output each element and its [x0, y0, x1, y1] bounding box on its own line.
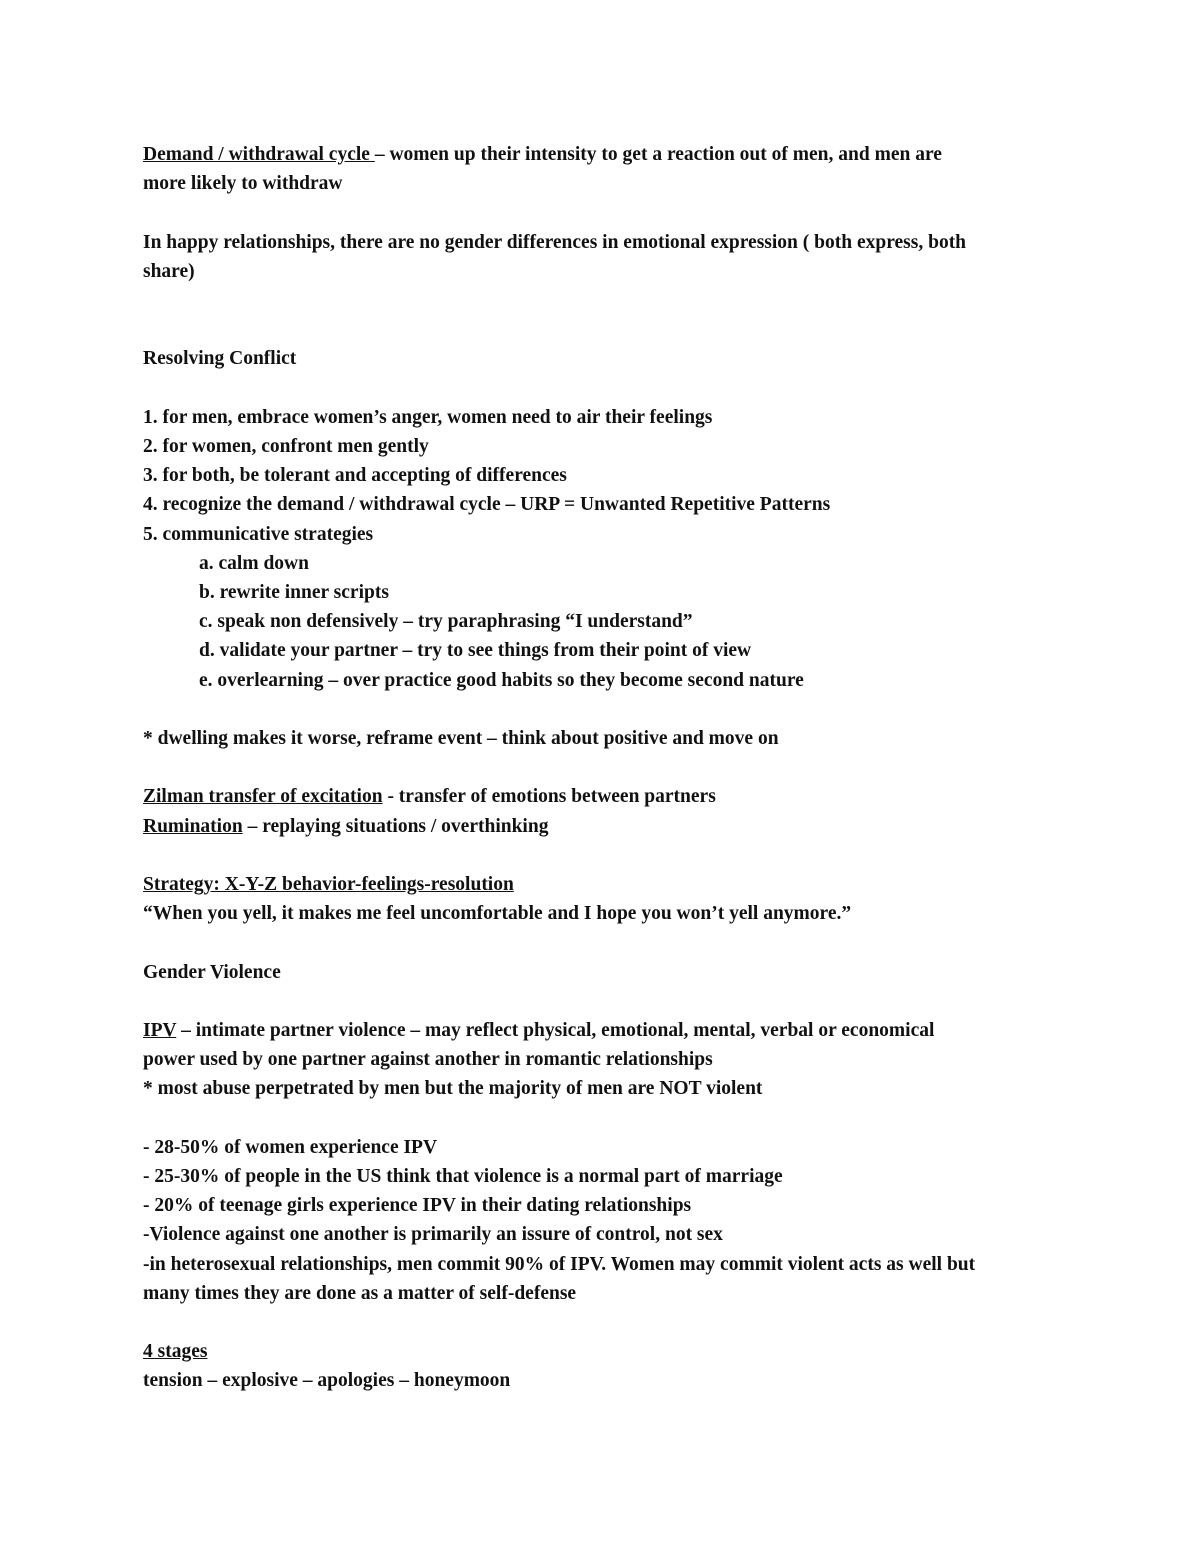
zilman-term: Zilman transfer of excitation: [143, 786, 383, 808]
spacer: [143, 374, 1073, 403]
spacer: [143, 928, 1073, 957]
list-item: 4. recognize the demand / withdrawal cycle – URP = Unwanted Repetitive Patterns: [143, 494, 831, 516]
spacer: [143, 1308, 1073, 1337]
sub-list-item: a. calm down: [199, 552, 309, 574]
rumination-definition: – replaying situations / overthinking: [242, 815, 549, 837]
stat-line: -Violence against one another is primarily an issure of control, not sex: [143, 1224, 723, 1246]
happy-relationships-line-1: In happy relationships, there are no gender differences in emotional expression ( both express, both: [143, 231, 967, 253]
dwelling-note: * dwelling makes it worse, reframe event – think about positive and move on: [143, 728, 779, 749]
sub-list-item: e. overlearning – over practice good habits so they become second nature: [199, 669, 804, 691]
strategy-term: Strategy: X-Y-Z behavior-feelings-resolution: [143, 873, 514, 895]
sub-list-item: b. rewrite inner scripts: [199, 582, 389, 603]
strategy-quote: “When you yell, it makes me feel uncomfortable and I hope you won’t yell anymore.”: [143, 903, 852, 925]
stat-line: many times they are done as a matter of self-defense: [143, 1282, 577, 1304]
spacer: [143, 987, 1073, 1016]
stat-line: - 25-30% of people in the US think that violence is a normal part of marriage: [143, 1165, 783, 1187]
sub-list-item: c. speak non defensively – try paraphrasing “I understand”: [199, 611, 693, 633]
demand-withdrawal-term: Demand / withdrawal cycle: [143, 144, 375, 165]
stat-line: - 28-50% of women experience IPV: [143, 1136, 438, 1158]
stat-line: -in heterosexual relationships, men commit 90% of IPV. Women may commit violent acts as well but: [143, 1253, 976, 1275]
stat-line: - 20% of teenage girls experience IPV in their dating relationships: [143, 1195, 692, 1217]
spacer: [143, 753, 1073, 782]
demand-withdrawal-line: [143, 140, 1073, 169]
happy-relationships-line-2: share): [143, 260, 195, 282]
list-item: 3. for both, be tolerant and accepting of differences: [143, 465, 567, 487]
spacer: [143, 695, 1073, 724]
demand-withdrawal-definition: – women up their intensity to get a reaction out of men, and men are: [374, 144, 942, 165]
spacer: [143, 286, 1073, 344]
zilman-line: [143, 782, 1073, 811]
demand-withdrawal-definition-cont: more likely to withdraw: [143, 173, 343, 195]
list-item: 1. for men, embrace women’s anger, women need to air their feelings: [143, 406, 713, 428]
list-item: 2. for women, confront men gently: [143, 435, 429, 457]
rumination-line: [143, 812, 1073, 841]
ipv-line-1: [143, 1016, 1073, 1045]
stages-heading: 4 stages: [143, 1341, 208, 1363]
stages-sequence: tension – explosive – apologies – honeymoon: [143, 1370, 511, 1392]
spacer: [143, 841, 1073, 870]
spacer: [143, 1104, 1073, 1133]
ipv-definition: – intimate partner violence – may reflect physical, emotional, mental, verbal or economical: [176, 1019, 935, 1041]
zilman-definition: - transfer of emotions between partners: [382, 786, 716, 808]
list-item: 5. communicative strategies: [143, 523, 374, 545]
document-page: [143, 140, 1073, 1396]
sub-list-item: d. validate your partner – try to see things from their point of view: [199, 640, 752, 662]
ipv-term: IPV: [143, 1019, 177, 1041]
spacer: [143, 198, 1073, 227]
ipv-note: * most abuse perpetrated by men but the majority of men are NOT violent: [143, 1078, 763, 1100]
resolving-conflict-heading: Resolving Conflict: [143, 348, 297, 370]
ipv-line-2: power used by one partner against another in romantic relationships: [143, 1049, 713, 1071]
rumination-term: Rumination: [143, 815, 243, 837]
gender-violence-heading: Gender Violence: [143, 961, 281, 983]
